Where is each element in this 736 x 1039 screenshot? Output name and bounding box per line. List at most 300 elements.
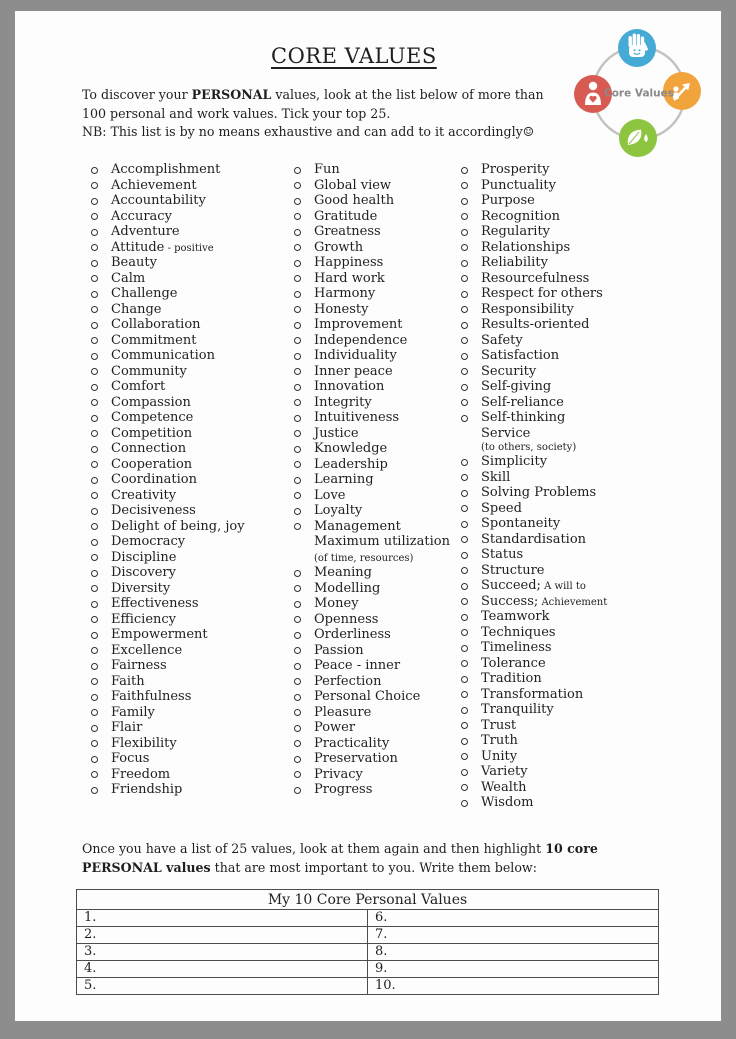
value-item <box>455 178 673 194</box>
value-label: Commitment <box>111 332 197 348</box>
circle-bullet-icon <box>455 594 481 610</box>
value-label: Effectiveness <box>111 596 199 611</box>
circle-bullet-icon <box>455 625 481 641</box>
circle-bullet-icon <box>288 689 314 705</box>
value-item <box>85 596 300 612</box>
value-label: Maximum utilization (of time, resources) <box>314 534 450 564</box>
table-cell-2: 2. <box>77 927 368 944</box>
circle-bullet-icon <box>85 519 111 535</box>
circle-bullet-icon <box>455 547 481 563</box>
outro-bold-10core: 10 core <box>545 841 598 856</box>
circle-bullet-icon <box>288 333 314 349</box>
value-item <box>288 565 454 581</box>
value-item <box>85 178 300 194</box>
value-label: Meaning <box>314 565 372 580</box>
circle-bullet-icon <box>85 550 111 566</box>
circle-bullet-icon <box>288 767 314 783</box>
value-item <box>85 689 300 705</box>
value-item <box>85 162 300 178</box>
value-item <box>455 563 673 579</box>
value-label: Transformation <box>481 686 584 702</box>
value-label: Punctuality <box>481 177 557 193</box>
value-label: Individuality <box>314 348 397 363</box>
circle-bullet-icon <box>85 271 111 287</box>
circle-bullet-icon <box>288 503 314 519</box>
value-item <box>288 782 454 798</box>
value-item <box>288 643 454 659</box>
circle-bullet-icon <box>455 485 481 501</box>
circle-bullet-icon <box>455 532 481 548</box>
value-label: Delight of being, joy <box>111 518 245 534</box>
value-item <box>288 286 454 302</box>
circle-bullet-icon <box>288 209 314 225</box>
value-label: Accomplishment <box>111 162 221 177</box>
circle-bullet-icon <box>288 240 314 256</box>
value-label: Focus <box>111 751 150 766</box>
value-label: Fun <box>314 162 340 177</box>
value-label: Unity <box>481 748 518 764</box>
value-item <box>288 178 454 194</box>
circle-bullet-icon <box>288 488 314 504</box>
value-label: Empowerment <box>111 627 208 642</box>
value-label: Money <box>314 596 359 611</box>
table-cell-4: 4. <box>77 961 368 978</box>
value-label: Timeliness <box>481 640 552 655</box>
value-label: Leadership <box>314 456 388 472</box>
value-label: Status <box>481 547 524 562</box>
value-item <box>455 255 673 271</box>
value-item <box>288 658 454 674</box>
value-label: Independence <box>314 332 408 348</box>
intro-line2: 100 personal and work values. Tick your top 25. <box>82 105 391 121</box>
value-label: Coordination <box>111 472 197 487</box>
circle-bullet-icon <box>85 596 111 612</box>
value-item <box>288 503 454 519</box>
circle-bullet-icon <box>288 736 314 752</box>
table-cell-8: 8. <box>368 944 659 961</box>
circle-bullet-icon <box>288 162 314 178</box>
circle-bullet-icon <box>85 643 111 659</box>
value-label: Growth <box>314 239 364 255</box>
circle-bullet-icon <box>85 674 111 690</box>
circle-bullet-icon <box>288 565 314 581</box>
value-item <box>288 162 454 178</box>
value-item <box>85 457 300 473</box>
circle-bullet-icon <box>85 503 111 519</box>
circle-bullet-icon <box>85 426 111 442</box>
circle-bullet-icon <box>288 457 314 473</box>
circle-bullet-icon <box>455 348 481 364</box>
value-item <box>85 612 300 628</box>
circle-bullet-icon <box>455 702 481 718</box>
value-label: Knowledge <box>314 441 388 456</box>
value-item <box>85 410 300 426</box>
value-label: Communication <box>111 348 215 363</box>
value-item <box>288 302 454 318</box>
table-row <box>77 978 659 995</box>
value-item <box>455 364 673 380</box>
value-label: Self-thinking <box>481 410 566 425</box>
circle-bullet-icon <box>455 454 481 470</box>
value-label: Good health <box>314 193 395 208</box>
core-values-table <box>76 889 659 995</box>
value-item <box>288 457 454 473</box>
value-item <box>85 472 300 488</box>
circle-bullet-icon <box>85 441 111 457</box>
circle-bullet-icon <box>288 317 314 333</box>
value-label: Diversity <box>111 580 171 596</box>
circle-bullet-icon <box>288 426 314 442</box>
circle-bullet-icon <box>455 302 481 318</box>
value-label: Competition <box>111 425 193 441</box>
circle-bullet-icon <box>288 612 314 628</box>
value-item <box>288 317 454 333</box>
value-item <box>455 532 673 548</box>
value-item <box>85 751 300 767</box>
circle-bullet-icon <box>288 472 314 488</box>
circle-bullet-icon <box>85 534 111 550</box>
core-values-logo <box>563 21 715 161</box>
value-label: Collaboration <box>111 317 201 332</box>
value-item <box>288 581 454 597</box>
circle-bullet-icon <box>288 224 314 240</box>
intro-bold-personal: PERSONAL <box>191 87 272 102</box>
value-label: Faith <box>111 673 145 689</box>
logo-circle-bottom <box>619 119 657 157</box>
value-item <box>85 348 300 364</box>
value-item <box>288 441 454 457</box>
value-item <box>85 534 300 550</box>
values-column-2 <box>288 162 454 798</box>
value-item <box>85 441 300 457</box>
table-cell-9: 9. <box>368 961 659 978</box>
value-item <box>455 286 673 302</box>
value-label: Discovery <box>111 565 176 580</box>
value-label: Intuitiveness <box>314 410 400 425</box>
value-item <box>455 410 673 426</box>
circle-bullet-icon <box>85 658 111 674</box>
outro-bold-personal-values: PERSONAL values <box>82 860 211 875</box>
value-item <box>288 209 454 225</box>
value-item <box>288 612 454 628</box>
table-row <box>77 944 659 961</box>
circle-bullet-icon <box>455 162 481 178</box>
value-item <box>288 348 454 364</box>
value-item <box>455 625 673 641</box>
value-item <box>85 240 300 256</box>
value-label: Self-reliance <box>481 394 564 410</box>
circle-bullet-icon <box>85 286 111 302</box>
value-label: Comfort <box>111 379 166 394</box>
circle-bullet-icon <box>455 255 481 271</box>
value-item <box>85 317 300 333</box>
page-title: CORE VALUES <box>271 44 437 68</box>
value-item <box>455 271 673 287</box>
value-label: Wisdom <box>481 795 534 810</box>
value-label: Standardisation <box>481 531 587 547</box>
value-label: Family <box>111 704 155 720</box>
value-item <box>85 705 300 721</box>
value-label: Change <box>111 301 162 317</box>
value-item <box>455 395 673 411</box>
circle-bullet-icon <box>455 656 481 672</box>
circle-bullet-icon <box>288 643 314 659</box>
value-label: Beauty <box>111 255 157 270</box>
value-label: Simplicity <box>481 454 548 469</box>
value-item <box>455 302 673 318</box>
circle-bullet-icon <box>288 519 314 535</box>
circle-bullet-icon <box>288 705 314 721</box>
circle-bullet-icon <box>288 379 314 395</box>
value-item <box>455 547 673 563</box>
value-item <box>85 271 300 287</box>
value-item <box>85 286 300 302</box>
value-label: Speed <box>481 500 522 516</box>
values-column-3 <box>455 162 673 811</box>
circle-bullet-icon <box>455 516 481 532</box>
value-label: Structure <box>481 562 545 578</box>
value-item <box>288 240 454 256</box>
value-label: Tranquility <box>481 702 554 717</box>
value-sublabel: A will to <box>540 581 586 592</box>
value-label: Self-giving <box>481 379 552 394</box>
value-item <box>85 255 300 271</box>
value-label: Management <box>314 518 401 534</box>
value-item <box>455 733 673 749</box>
circle-bullet-icon <box>455 364 481 380</box>
value-label: Modelling <box>314 580 381 596</box>
circle-bullet-icon <box>455 609 481 625</box>
value-label: Relationships <box>481 239 571 255</box>
intro-line1-pre: To discover your <box>82 87 192 102</box>
value-label: Cooperation <box>111 456 193 472</box>
circle-bullet-icon <box>288 286 314 302</box>
value-label: Freedom <box>111 766 171 782</box>
values-column-1 <box>85 162 300 798</box>
circle-bullet-icon <box>85 379 111 395</box>
circle-bullet-icon <box>288 410 314 426</box>
value-item <box>85 565 300 581</box>
value-item <box>288 410 454 426</box>
circle-bullet-icon <box>288 658 314 674</box>
value-label: Adventure <box>111 224 180 239</box>
value-item <box>455 795 673 811</box>
circle-bullet-icon <box>85 162 111 178</box>
value-item <box>455 656 673 672</box>
circle-bullet-icon <box>455 733 481 749</box>
value-label: Reliability <box>481 255 548 270</box>
table-cell-3: 3. <box>77 944 368 961</box>
circle-bullet-icon <box>455 193 481 209</box>
value-label: Hard work <box>314 270 385 286</box>
circle-bullet-icon <box>455 563 481 579</box>
value-item <box>85 767 300 783</box>
value-label: Justice <box>314 425 359 441</box>
value-item <box>288 751 454 767</box>
table-cell-6: 6. <box>368 910 659 927</box>
circle-bullet-icon <box>85 767 111 783</box>
value-item <box>288 627 454 643</box>
circle-bullet-icon <box>288 302 314 318</box>
value-label: Recognition <box>481 208 561 224</box>
value-label: Safety <box>481 332 523 348</box>
circle-bullet-icon <box>455 426 481 455</box>
value-label: Challenge <box>111 286 178 301</box>
value-label: Friendship <box>111 782 183 797</box>
value-label: Flair <box>111 720 143 735</box>
value-label: Techniques <box>481 624 556 640</box>
circle-bullet-icon <box>85 224 111 240</box>
value-item <box>455 578 673 594</box>
value-item <box>288 255 454 271</box>
value-item <box>455 317 673 333</box>
value-item <box>288 426 454 442</box>
value-item <box>288 224 454 240</box>
circle-bullet-icon <box>455 501 481 517</box>
circle-bullet-icon <box>288 271 314 287</box>
value-label: Accountability <box>111 193 206 208</box>
circle-bullet-icon <box>85 720 111 736</box>
circle-bullet-icon <box>455 317 481 333</box>
core-values-logo-svg <box>563 21 715 161</box>
value-label: Succeed; A will to <box>481 578 586 593</box>
circle-bullet-icon <box>455 333 481 349</box>
value-item <box>85 379 300 395</box>
circle-bullet-icon <box>455 687 481 703</box>
circle-bullet-icon <box>85 581 111 597</box>
value-item <box>455 333 673 349</box>
circle-bullet-icon <box>288 751 314 767</box>
value-label: Respect for others <box>481 286 603 301</box>
outro-line1-pre: Once you have a list of 25 values, look at them again and then highlight <box>82 841 546 856</box>
value-item <box>455 501 673 517</box>
value-item <box>85 581 300 597</box>
logo-center-label: Core Values <box>604 87 674 100</box>
circle-bullet-icon <box>288 395 314 411</box>
value-label: Passion <box>314 642 364 658</box>
value-item <box>455 687 673 703</box>
value-item <box>288 767 454 783</box>
value-item <box>455 764 673 780</box>
table-header-row <box>77 890 659 910</box>
value-item <box>288 395 454 411</box>
value-item <box>85 720 300 736</box>
value-label: Pleasure <box>314 704 372 720</box>
value-item <box>455 348 673 364</box>
value-label: Regularity <box>481 224 551 239</box>
value-label: Prosperity <box>481 162 550 177</box>
value-item <box>288 193 454 209</box>
circle-bullet-icon <box>455 764 481 780</box>
value-item <box>288 379 454 395</box>
value-label: Calm <box>111 270 146 286</box>
value-label: Truth <box>481 733 518 748</box>
value-label: Decisiveness <box>111 503 196 518</box>
value-label: Openness <box>314 611 379 627</box>
value-label: Practicality <box>314 735 390 751</box>
value-label: Solving Problems <box>481 485 597 500</box>
circle-bullet-icon <box>288 581 314 597</box>
table-cell-5: 5. <box>77 978 368 995</box>
value-label: Harmony <box>314 286 376 301</box>
value-sublabel: (of time, resources) <box>314 552 414 564</box>
circle-bullet-icon <box>85 457 111 473</box>
circle-bullet-icon <box>85 395 111 411</box>
value-item <box>85 736 300 752</box>
value-item <box>455 454 673 470</box>
value-label: Spontaneity <box>481 516 561 531</box>
value-label: Variety <box>481 764 528 779</box>
value-item <box>455 193 673 209</box>
value-label: Improvement <box>314 317 403 332</box>
value-item <box>85 658 300 674</box>
value-item <box>85 209 300 225</box>
value-item <box>288 488 454 504</box>
document-page <box>15 11 721 1021</box>
value-item <box>85 224 300 240</box>
value-item <box>455 749 673 765</box>
value-label: Responsibility <box>481 301 574 317</box>
table-cell-10: 10. <box>368 978 659 995</box>
value-item <box>85 364 300 380</box>
value-item <box>288 689 454 705</box>
table-row <box>77 961 659 978</box>
outro-line2-post: that are most important to you. Write them below: <box>210 860 537 875</box>
value-label: Orderliness <box>314 627 391 642</box>
value-label: Connection <box>111 441 187 456</box>
value-label: Fairness <box>111 658 167 673</box>
circle-bullet-icon <box>85 255 111 271</box>
value-label: Honesty <box>314 301 369 317</box>
value-item <box>455 640 673 656</box>
value-item <box>288 472 454 488</box>
value-sublabel: - positive <box>164 242 214 254</box>
circle-bullet-icon <box>85 317 111 333</box>
circle-bullet-icon <box>455 379 481 395</box>
value-item <box>455 780 673 796</box>
circle-bullet-icon <box>85 736 111 752</box>
value-item <box>85 395 300 411</box>
circle-bullet-icon <box>85 627 111 643</box>
value-label: Competence <box>111 410 194 425</box>
circle-bullet-icon <box>85 705 111 721</box>
circle-bullet-icon <box>455 209 481 225</box>
value-label: Personal Choice <box>314 689 421 704</box>
intro-line3-nb: NB: This list is by no means exhaustive and can add to it accordingly☺ <box>82 124 535 140</box>
value-label: Creativity <box>111 487 177 503</box>
value-item <box>85 782 300 798</box>
circle-bullet-icon <box>288 255 314 271</box>
circle-bullet-icon <box>288 534 314 565</box>
circle-bullet-icon <box>85 193 111 209</box>
circle-bullet-icon <box>85 488 111 504</box>
circle-bullet-icon <box>288 720 314 736</box>
value-item <box>85 674 300 690</box>
circle-bullet-icon <box>85 565 111 581</box>
value-label: Progress <box>314 782 373 797</box>
value-label: Success; Achievement <box>481 593 608 609</box>
value-label: Accuracy <box>111 208 172 224</box>
circle-bullet-icon <box>85 612 111 628</box>
table-cell-1: 1. <box>77 910 368 927</box>
circle-bullet-icon <box>85 410 111 426</box>
value-label: Teamwork <box>481 609 550 624</box>
value-item <box>455 702 673 718</box>
circle-bullet-icon <box>85 333 111 349</box>
circle-bullet-icon <box>85 302 111 318</box>
circle-bullet-icon <box>455 780 481 796</box>
table-header: My 10 Core Personal Values <box>77 890 659 910</box>
